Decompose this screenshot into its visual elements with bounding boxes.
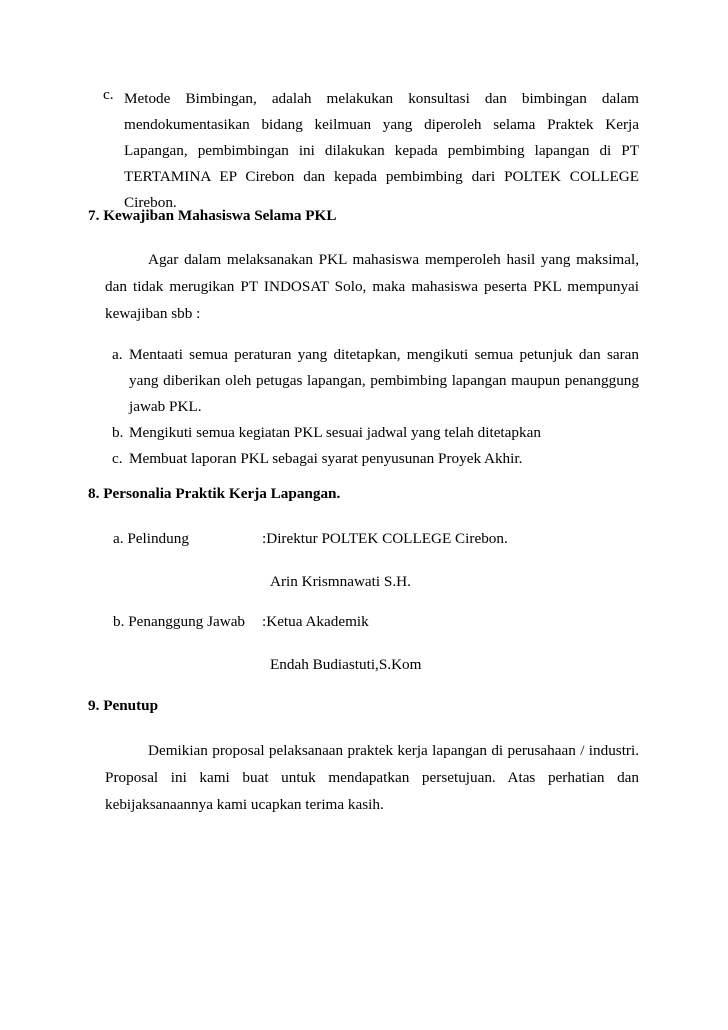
paragraph-penutup <box>105 737 639 818</box>
list-marker: c. <box>112 450 123 467</box>
personalia-role-pelindung: a. Pelindung <box>113 530 189 547</box>
list-marker: c. <box>103 86 114 103</box>
list-item <box>112 446 639 472</box>
section-heading-kewajiban: 7. Kewajiban Mahasiswa Selama PKL <box>88 207 337 224</box>
section-heading-penutup: 9. Penutup <box>88 697 159 714</box>
list-item <box>112 420 639 446</box>
list-marker: b. <box>112 424 124 441</box>
personalia-role-penanggung-jawab: b. Penanggung Jawab <box>113 613 246 630</box>
kewajiban-list <box>112 342 639 472</box>
personalia-position-pelindung: :Direktur POLTEK COLLEGE Cirebon. <box>262 530 508 547</box>
list-item-text: Mentaati semua peraturan yang ditetapkan, mengikuti semua petunjuk dan saran yang diberikan oleh petugas lapangan, pembimbing lapangan maupun penanggung jawab PKL. <box>129 346 639 415</box>
section-heading-personalia: 8. Personalia Praktik Kerja Lapangan. <box>88 485 341 502</box>
list-item <box>112 342 639 420</box>
paragraph-text: Demikian proposal pelaksanaan praktek kerja lapangan di perusahaan / industri. Proposal ini kami buat untuk mendapatkan persetujuan. Atas perhatian dan kebijaksanaannya kami ucapkan terima kasih. <box>105 742 639 813</box>
list-item-text: Mengikuti semua kegiatan PKL sesuai jadwal yang telah ditetapkan <box>129 424 541 441</box>
paragraph-kewajiban <box>105 246 639 327</box>
personalia-position-penanggung-jawab: :Ketua Akademik <box>262 613 369 630</box>
paragraph-text: Agar dalam melaksanakan PKL mahasiswa memperoleh hasil yang maksimal, dan tidak merugikan PT INDOSAT Solo, maka mahasiswa peserta PKL mempunyai kewajiban sbb : <box>105 251 639 322</box>
personalia-name-penanggung-jawab: Endah Budiastuti,S.Kom <box>270 656 422 673</box>
personalia-name-pelindung: Arin Krismnawati S.H. <box>270 573 411 590</box>
list-marker: a. <box>112 346 123 363</box>
list-item-text: Metode Bimbingan, adalah melakukan konsultasi dan bimbingan dalam mendokumentasikan bidang keilmuan yang diperoleh selama Praktek Kerja Lapangan, pembimbingan ini dilakukan kepada pembimbing lapangan di PT TERTAMINA EP Cirebon dan kepada pembimbing dari POLTEK COLLEGE Cirebon. <box>124 90 639 211</box>
list-item-text: Membuat laporan PKL sebagai syarat penyusunan Proyek Akhir. <box>129 450 523 467</box>
